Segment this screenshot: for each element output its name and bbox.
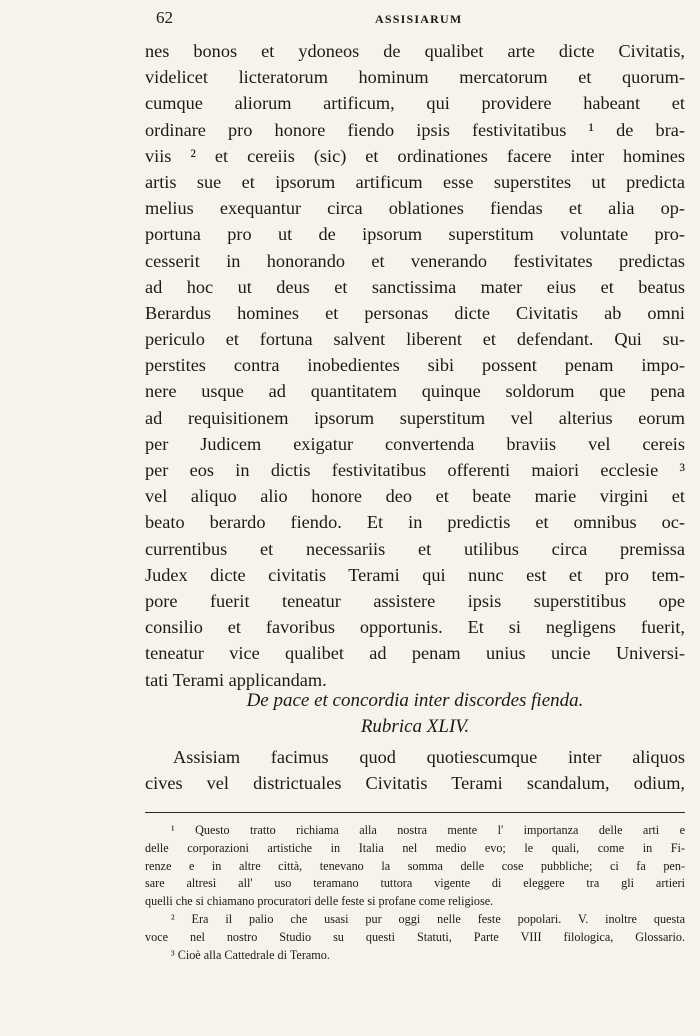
text-line: beato berardo fiendo. Et in predictis et omnibus oc-: [145, 512, 685, 533]
footnote-line: renze e in altre città, tenevano la somma delle cose pubbliche; ci fa pen-: [145, 858, 685, 873]
text-line: nere usque ad quantitatem quinque soldorum que pena: [145, 381, 685, 402]
text-line: currentibus et necessariis et utilibus circa premissa: [145, 538, 685, 559]
text-line: ad hoc ut deus et sanctissima mater eius et beatus: [145, 276, 685, 297]
text-line: videlicet licteratorum hominum mercatorum et quorum-: [145, 67, 685, 88]
text-line: viis ² et cereiis (sic) et ordinationes facere inter homines: [145, 145, 685, 166]
text-line: tati Terami applicandam.: [145, 669, 327, 690]
text-line: per eos in dictis festivitatibus offerenti maiori ecclesie ³: [145, 460, 685, 480]
footnote-line: delle corporazioni artistiche in Italia nel medio evo; le quali, come in Fi-: [145, 840, 685, 855]
footnote-line: voce nel nostro Studio su questi Statuti, Parte VIII filologica, Glossario.: [145, 929, 685, 944]
text-line: perstites contra inobedientes sibi possent penam impo-: [145, 355, 685, 376]
footnotes: [145, 822, 685, 964]
text-line: nes bonos et ydoneos de qualibet arte dicte Civitatis,: [145, 41, 685, 61]
text-line: artis sue et ipsorum artificum esse superstites ut predicta: [145, 171, 685, 192]
text-line: cesserit in honorando et venerando festivitates predictas: [145, 250, 685, 271]
running-title: ASSISIARUM: [375, 12, 463, 26]
text-line: portuna pro ut de ipsorum superstitum voluntate pro-: [145, 224, 685, 245]
text-line: Berardus homines et personas dicte Civitatis ab omni: [145, 302, 685, 323]
text-line: pore fuerit teneatur assistere ipsis superstitibus ope: [145, 590, 685, 611]
footnote-divider: [145, 812, 685, 813]
text-line: Assisiam facimus quod quotiescumque inter aliquos: [173, 747, 685, 767]
footnote-line: ² Era il palio che usasi pur oggi nelle feste popolari. V. inoltre questa: [171, 911, 685, 926]
rubric-title: De pace et concordia inter discordes fienda.: [246, 690, 584, 711]
statute-text: [145, 38, 685, 693]
text-line: Judex dicte civitatis Terami qui nunc est et pro tem-: [145, 564, 685, 585]
text-line: ad requisitionem ipsorum superstitum vel alterius eorum: [145, 407, 685, 428]
text-line: cives vel districtuales Civitatis Terami scandalum, odium,: [145, 773, 685, 794]
page-number: 62: [156, 8, 173, 27]
footnote-line: quelli che si chiamano procuratori delle feste si profane come religiose.: [145, 894, 494, 909]
text-line: cumque aliorum artificum, qui providere habeant et: [145, 93, 685, 114]
text-line: melius exequantur circa oblationes fiendas et alia op-: [145, 198, 685, 219]
text-line: consilio et favoribus opportunis. Et si negligens fuerit,: [145, 617, 685, 638]
text-line: ordinare pro honore fiendo ipsis festivitatibus ¹ de bra-: [145, 119, 685, 140]
footnote-line: ¹ Questo tratto richiama alla nostra mente l' importanza delle arti e: [171, 823, 685, 837]
footnote-line: sare altresì all' uso teramano tuttora vigente di eleggere tra gli artieri: [145, 876, 685, 891]
text-line: vel aliquo alio honore deo et beate marie virgini et: [145, 486, 685, 507]
rubric-text: [145, 744, 685, 796]
rubric-heading: [145, 688, 685, 740]
text-line: teneatur vice qualibet ad penam unius uncie Universi-: [145, 643, 685, 664]
footnote-line: ³ Cioè alla Cattedrale di Teramo.: [171, 947, 330, 962]
text-line: per Judicem exigatur convertenda braviis vel cereis: [145, 433, 685, 454]
rubric-number: Rubrica XLIV.: [360, 716, 470, 737]
text-line: periculo et fortuna salvent liberent et defendant. Qui su-: [145, 329, 685, 350]
